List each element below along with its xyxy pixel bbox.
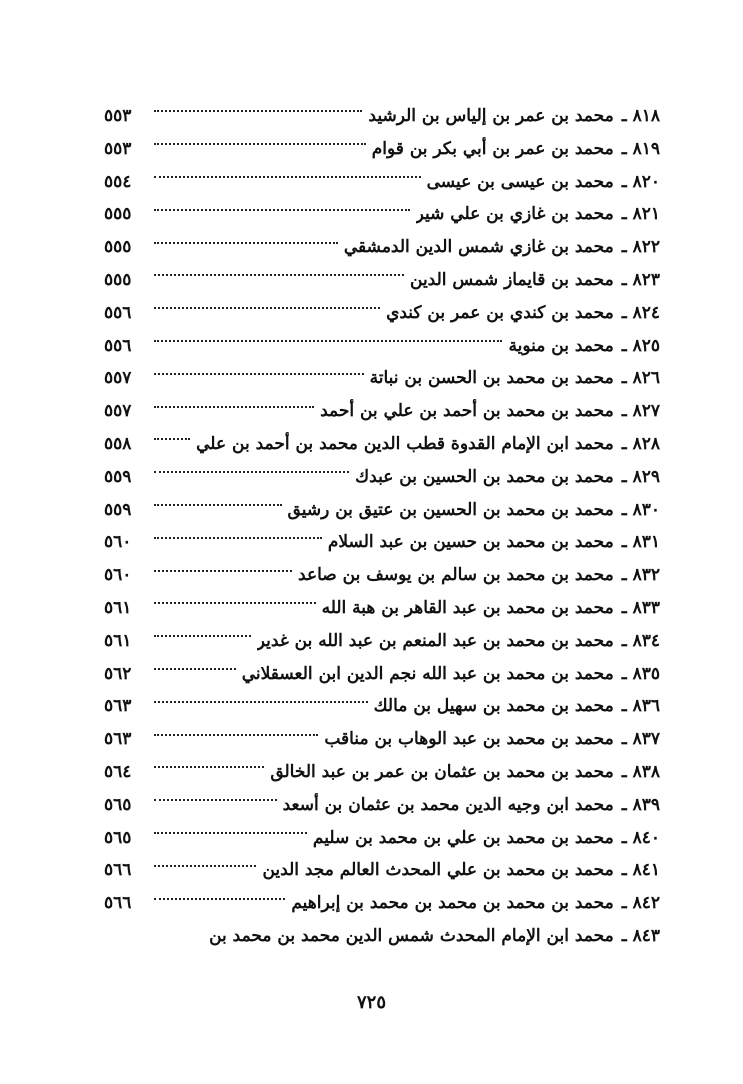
toc-entry — [104, 166, 660, 199]
entry-page-number: ٥٥٨ — [104, 433, 132, 454]
entry-number: ٨١٩ ـ — [621, 138, 660, 159]
toc-entry — [104, 198, 660, 231]
entry-number: ٨٣٣ ـ — [621, 597, 660, 618]
entry-title: محمد ابن الإمام المحدث شمس الدين محمد بن محمد بن — [209, 925, 614, 946]
dot-leader — [154, 701, 368, 703]
entry-title: محمد بن محمد بن عبد الوهاب بن مناقب — [324, 729, 614, 750]
entry-title: محمد بن محمد بن أحمد بن علي بن أحمد — [320, 401, 614, 422]
entry-number: ٨٢٦ ـ — [621, 368, 660, 389]
entry-title: محمد ابن وجيه الدين محمد بن عثمان بن أسعد — [282, 794, 614, 815]
entry-number: ٨٣٨ ـ — [621, 761, 660, 782]
entry-number: ٨٢٠ ـ — [621, 171, 660, 192]
entry-number: ٨٣٧ ـ — [621, 729, 660, 750]
entry-title: محمد بن محمد بن الحسن بن نباتة — [369, 368, 614, 389]
entry-number: ٨٢٨ ـ — [621, 433, 660, 454]
dot-leader — [154, 668, 236, 670]
entry-number: ٨٢٤ ـ — [621, 302, 660, 323]
entry-number: ٨٣٦ ـ — [621, 696, 660, 717]
toc-entry — [104, 723, 660, 756]
dot-leader — [154, 799, 277, 801]
dot-leader — [154, 406, 314, 408]
entry-page-number: ٥٥٧ — [104, 401, 132, 422]
entry-page-number: ٥٥٥ — [104, 237, 132, 258]
dot-leader — [154, 504, 282, 506]
toc-entry — [104, 920, 660, 953]
dot-leader — [154, 570, 292, 572]
entry-number: ٨٢٢ ـ — [621, 237, 660, 258]
entry-title: محمد بن محمد بن سهيل بن مالك — [373, 696, 614, 717]
toc-entry — [104, 395, 660, 428]
toc-entry — [104, 330, 660, 363]
entry-page-number: ٥٥٩ — [104, 499, 132, 520]
entry-title: محمد بن محمد بن علي المحدث العالم مجد الدين — [262, 860, 614, 881]
toc-entry — [104, 231, 660, 264]
entry-page-number: ٥٥٣ — [104, 138, 132, 159]
entry-number: ٨٣٥ ـ — [621, 663, 660, 684]
toc-entry — [104, 658, 660, 691]
entry-page-number: ٥٥٣ — [104, 106, 132, 126]
toc-entry — [104, 690, 660, 723]
dot-leader — [154, 438, 190, 440]
entry-number: ٨٢٥ ـ — [621, 335, 660, 356]
dot-leader — [154, 865, 256, 867]
entry-number: ٨٤٣ ـ — [621, 925, 660, 946]
toc-entry — [104, 428, 660, 461]
dot-leader — [154, 242, 338, 244]
entry-number: ٨٢١ ـ — [621, 204, 660, 225]
entry-page-number: ٥٦٦ — [104, 893, 132, 914]
dot-leader — [154, 143, 366, 145]
entry-number: ٨٤١ ـ — [621, 860, 660, 881]
toc-entry — [104, 559, 660, 592]
toc-entry — [104, 887, 660, 920]
entry-title: محمد بن محمد بن عبد المنعم بن عبد الله بن غدير — [256, 630, 614, 651]
toc-entry — [104, 756, 660, 789]
entry-number: ٨٣٤ ـ — [621, 630, 660, 651]
entry-page-number: ٥٦١ — [104, 597, 132, 618]
entry-title: محمد بن عيسى بن عيسى — [426, 171, 614, 192]
dot-leader — [154, 635, 251, 637]
entry-number: ٨٣٢ ـ — [621, 565, 660, 586]
entry-page-number: ٥٥٤ — [104, 171, 132, 192]
entry-page-number: ٥٥٦ — [104, 302, 132, 323]
toc-entry — [104, 822, 660, 855]
toc-entry — [104, 854, 660, 887]
toc-entry — [104, 362, 660, 395]
entry-page-number: ٥٥٧ — [104, 368, 132, 389]
entry-title: محمد بن محمد بن الحسين بن عبدك — [355, 466, 614, 487]
toc-entry — [104, 494, 660, 527]
entry-page-number: ٥٦٣ — [104, 729, 132, 750]
entry-title: محمد بن منوية — [508, 335, 614, 356]
entry-number: ٨٣٠ ـ — [621, 499, 660, 520]
entry-number: ٨٤٢ ـ — [621, 893, 660, 914]
entry-page-number: ٥٦٥ — [104, 794, 132, 815]
dot-leader — [154, 274, 404, 276]
toc-entry — [104, 133, 660, 166]
entry-title: محمد بن محمد بن علي بن محمد بن سليم — [312, 827, 614, 848]
entry-title: محمد بن محمد بن سالم بن يوسف بن صاعد — [298, 565, 614, 586]
dot-leader — [154, 209, 410, 211]
dot-leader — [154, 832, 307, 834]
entry-title: محمد بن كندي بن عمر بن كندي — [386, 302, 614, 323]
dot-leader — [154, 340, 502, 342]
toc-entry — [104, 592, 660, 625]
table-of-contents — [104, 100, 660, 953]
dot-leader — [154, 734, 318, 736]
toc-entry — [104, 625, 660, 658]
dot-leader — [154, 307, 380, 309]
page-number: ٧٢٥ — [356, 992, 386, 1013]
entry-page-number: ٥٥٥ — [104, 204, 132, 225]
toc-entry — [104, 100, 660, 133]
entry-title: محمد بن محمد بن محمد بن محمد بن إبراهيم — [291, 893, 614, 914]
entry-page-number: ٥٥٦ — [104, 335, 132, 356]
entry-page-number: ٥٦٣ — [104, 696, 132, 717]
entry-number: ٨١٨ ـ — [621, 106, 660, 126]
entry-page-number: ٥٦٦ — [104, 860, 132, 881]
entry-page-number: ٥٦٠ — [104, 565, 132, 586]
toc-entry — [104, 264, 660, 297]
entry-title: محمد بن محمد بن حسين بن عبد السلام — [327, 532, 614, 553]
entry-number: ٨٤٠ ـ — [621, 827, 660, 848]
entry-page-number: ٥٦٥ — [104, 827, 132, 848]
entry-page-number: ٥٥٥ — [104, 269, 132, 290]
entry-title: محمد بن محمد بن عبد القاهر بن هبة الله — [321, 597, 614, 618]
dot-leader — [154, 176, 421, 178]
dot-leader — [154, 898, 285, 900]
entry-title: محمد بن غازي شمس الدين الدمشقي — [343, 237, 614, 258]
dot-leader — [154, 373, 364, 375]
entry-page-number: ٥٦٤ — [104, 761, 132, 782]
entry-page-number: ٥٦٠ — [104, 532, 132, 553]
dot-leader — [154, 110, 362, 112]
entry-number: ٨٣١ ـ — [621, 532, 660, 553]
toc-entry — [104, 789, 660, 822]
entry-number: ٨٢٣ ـ — [621, 269, 660, 290]
entry-title: محمد بن محمد بن عبد الله نجم الدين ابن العسقلاني — [241, 663, 614, 684]
dot-leader — [154, 471, 349, 473]
dot-leader — [154, 602, 316, 604]
dot-leader — [154, 766, 264, 768]
entry-number: ٨٢٩ ـ — [621, 466, 660, 487]
entry-title: محمد بن عمر بن أبي بكر بن قوام — [371, 138, 614, 159]
entry-number: ٨٣٩ ـ — [621, 794, 660, 815]
entry-title: محمد بن غازي بن علي شير — [415, 204, 614, 225]
entry-title: محمد بن قايماز شمس الدين — [410, 269, 614, 290]
entry-title: محمد ابن الإمام القدوة قطب الدين محمد بن أحمد بن علي — [196, 433, 614, 454]
toc-entry — [104, 297, 660, 330]
entry-page-number: ٥٦٢ — [104, 663, 132, 684]
entry-title: محمد بن عمر بن إلياس بن الرشيد — [368, 106, 614, 126]
toc-entry — [104, 526, 660, 559]
entry-title: محمد بن محمد بن عثمان بن عمر بن عبد الخالق — [270, 761, 614, 782]
entry-page-number: ٥٦١ — [104, 630, 132, 651]
entry-number: ٨٢٧ ـ — [621, 401, 660, 422]
dot-leader — [154, 537, 322, 539]
entry-page-number: ٥٥٩ — [104, 466, 132, 487]
entry-title: محمد بن محمد بن الحسين بن عتيق بن رشيق — [287, 499, 614, 520]
toc-entry — [104, 461, 660, 494]
